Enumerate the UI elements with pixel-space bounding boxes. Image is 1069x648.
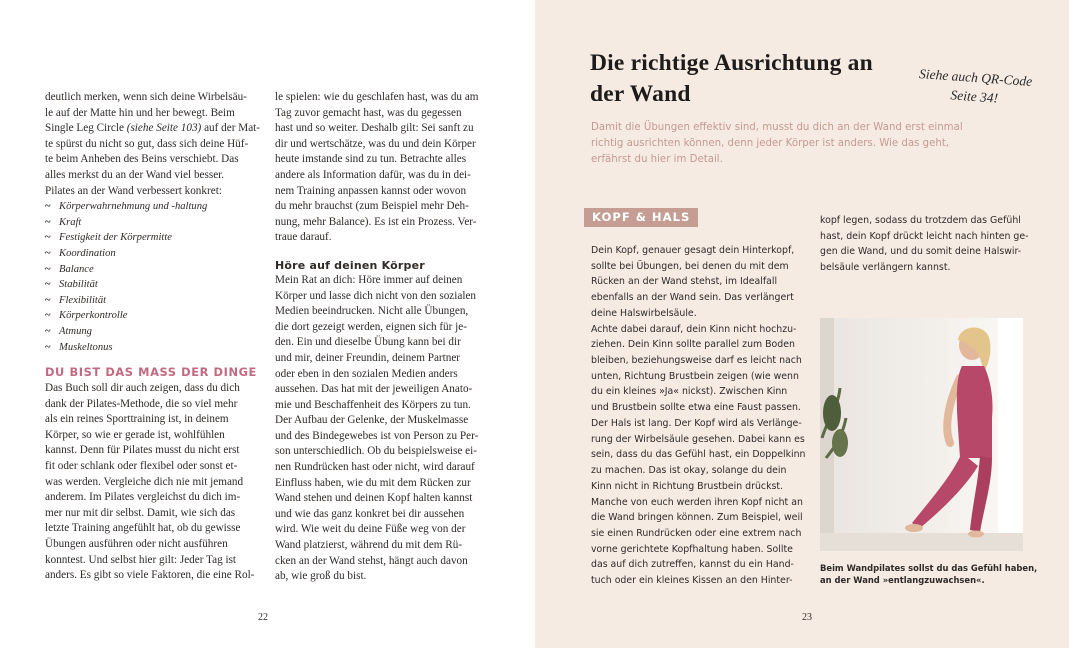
list-item xyxy=(45,215,250,231)
text-line: mer nur mit dir selbst. Damit, wie sich das xyxy=(45,506,236,519)
intro-text xyxy=(591,120,961,167)
list-item-label: Balance xyxy=(59,263,94,275)
text-line: und wie das ganz konkret bei dir aussehen xyxy=(275,507,465,520)
text-line: und Brustbein sollte etwa eine Faust passen. xyxy=(591,402,801,414)
text-line: das auf dich zutreffen, kannst du ein Hand- xyxy=(591,559,794,571)
text-line: Übungen ausführen oder nicht ausführen xyxy=(45,538,228,551)
text-line: bleiben, beziehungsweise darf es leicht nach xyxy=(591,355,802,367)
list-marker: ~ xyxy=(45,325,51,337)
text-line: le auf der Matte hin und her bewegt. Beim xyxy=(45,106,235,119)
text-line: ebenfalls an der Wand sein. Das verlängert xyxy=(591,292,794,304)
text-line: aussehen. Das hat mit der jeweiligen Anato- xyxy=(275,383,473,396)
text-line: und mir, deiner Freundin, deinem Partner xyxy=(275,351,461,364)
text-line: dir und wertschätze, was du und dein Körper xyxy=(275,137,476,150)
right-column-2 xyxy=(820,213,1035,276)
list-marker: ~ xyxy=(45,263,51,275)
list-item xyxy=(45,199,250,215)
subheading-paragraph xyxy=(275,273,480,585)
text-line: wird. Wie weit du deine Füße weg von der xyxy=(275,523,466,536)
text-line: und des Bindegewebes ist von Person zu Per- xyxy=(275,429,479,442)
text-line: tuch oder ein kleines Kissen an den Hinter- xyxy=(591,575,793,587)
text-line: ziehen. Dein Kinn sollte parallel zum Boden xyxy=(591,339,795,351)
text-line: an der Wand »entlangzuwachsen«. xyxy=(820,575,985,585)
text-line: die dort gezeigt werden, eignen sich für je- xyxy=(275,320,467,333)
right-column-1 xyxy=(591,243,806,589)
list-marker: ~ xyxy=(45,201,51,213)
text-line: die Wand bringen können. Zum Beispiel, weil xyxy=(591,512,803,524)
text-line: te spürst du nicht so gut, dass sich deine Hüf- xyxy=(45,137,249,150)
list-item-label: Stabilität xyxy=(59,279,98,291)
text-line: Wand platzierst, während du mit dem Rü- xyxy=(275,539,463,552)
text-line: Der Aufbau der Gelenke, der Muskelmasse xyxy=(275,414,469,427)
list-marker: ~ xyxy=(45,216,51,228)
text-line: alles merkst du an der Wand viel besser. xyxy=(45,168,225,181)
text-line: hast und so weiter. Deshalb gilt: Sei sanft zu xyxy=(275,122,474,135)
text-line: hast, dein Kopf drückt leicht nach hinten ge- xyxy=(820,230,1029,242)
text-line: Rücken an der Wand stehst, im Idealfall xyxy=(591,276,778,288)
text-line: deine Halswirbelsäule. xyxy=(591,307,697,319)
text-line: fit oder schlank oder flexibel oder sonst et- xyxy=(45,460,238,473)
text-line: Achte dabei darauf, dein Kinn nicht hochzu- xyxy=(591,323,797,335)
text-line: kopf legen, sodass du trotzdem das Gefühl xyxy=(820,215,1021,226)
text-line: Single Leg Circle (siehe Seite 103) auf der Mat- xyxy=(45,122,260,135)
text-line: deutlich merken, wenn sich deine Wirbelsäu- xyxy=(45,91,247,103)
text-line: den. Ein und dieselbe Übung kann bei dir xyxy=(275,336,461,349)
text-line: gen die Wand, und du somit deine Halswir- xyxy=(820,246,1022,258)
text-line: was werden. Vergleiche dich nie mit jemand xyxy=(45,475,244,488)
text-line: Kinn nicht in Richtung Brustbein drückst. xyxy=(591,480,784,492)
text-line: Dein Kopf, genauer gesagt dein Hinterkopf, xyxy=(591,245,795,256)
page-title: Die richtige Ausrichtung an der Wand xyxy=(590,50,873,107)
list-marker: ~ xyxy=(45,294,51,306)
exercise-photo xyxy=(820,318,1023,551)
text-line: Körper, so wie er gerade ist, wohlfühlen xyxy=(45,428,225,441)
text-line: Pilates an der Wand verbessert konkret: xyxy=(45,184,222,197)
text-line: andere als Information dafür, was du in dei- xyxy=(275,168,471,181)
list-item xyxy=(45,324,250,340)
text-line: Das Buch soll dir auch zeigen, dass du dich xyxy=(45,382,240,395)
text-line: sein, dass du das Gefühl hast, ein Doppelkinn xyxy=(591,449,806,461)
list-item xyxy=(45,277,250,293)
subheading: Höre auf deinen Körper xyxy=(275,258,425,272)
text-line: dank der Pilates-Methode, die so viel mehr xyxy=(45,397,238,410)
text-line: oder eben in den sozialen Medien anders xyxy=(275,367,458,380)
list-item-label: Flexibilität xyxy=(59,294,107,306)
text-line: te beim Anheben des Beins verschiebt. Das xyxy=(45,153,239,166)
text-line: unten, Richtung Brustbein zeigen (wie wenn xyxy=(591,370,799,382)
text-line: Körper und lasse dich nicht von den sozialen xyxy=(275,289,477,302)
text-line: du ein kleines »Ja« nickst). Zwischen Kinn xyxy=(591,386,788,398)
benefits-list xyxy=(45,199,250,355)
section-heading: DU BIST DAS MASS DER DINGE xyxy=(45,365,257,380)
text-line: mie und Beschaffenheit des Körpers zu tun. xyxy=(275,398,471,411)
list-item xyxy=(45,262,250,278)
handwritten-note: Siehe auch QR-Code Seite 34! xyxy=(918,66,1033,106)
intro-paragraph xyxy=(45,90,260,199)
text-line: ab, wie groß du bist. xyxy=(275,570,367,583)
list-item-label: Kraft xyxy=(59,216,82,228)
text-line: kannst. Denn für Pilates musst du nicht erst xyxy=(45,444,240,457)
text-line: anders. Es gibt so viele Faktoren, die eine Rol- xyxy=(45,569,255,582)
left-column-2 xyxy=(275,90,480,585)
continuation-paragraph xyxy=(275,90,480,246)
text-line: belsäule verlängern kannst. xyxy=(820,262,951,274)
list-item xyxy=(45,230,250,246)
text-line: son unterschiedlich. Ob du beispielsweise ei- xyxy=(275,445,477,458)
text-line: sollte bei Übungen, bei denen du mit dem xyxy=(591,260,789,272)
list-marker: ~ xyxy=(45,279,51,291)
left-column-1 xyxy=(45,90,260,584)
text-line: erfährst du hier im Detail. xyxy=(591,153,723,165)
list-marker: ~ xyxy=(45,310,51,322)
text-line: nung, mehr Balance). Es ist ein Prozess. Ver- xyxy=(275,215,477,228)
section-paragraph xyxy=(45,381,255,584)
text-line: traue darauf. xyxy=(275,231,332,244)
list-item xyxy=(45,246,250,262)
list-item-label: Koordination xyxy=(59,247,116,259)
text-line: nen Rundrücken hast oder nicht, wird darauf xyxy=(275,461,475,474)
text-line: nem Training anpassen kannst oder wovon xyxy=(275,184,467,197)
text-line: letzte Training angefühlt hat, ob du gewisse xyxy=(45,522,241,535)
text-line: rung der Wirbelsäule gesehen. Dabei kann es xyxy=(591,433,805,445)
list-item-label: Körperwahrnehmung und -haltung xyxy=(59,201,208,213)
list-item-label: Körperkontrolle xyxy=(59,310,128,322)
list-item-label: Muskeltonus xyxy=(59,341,113,353)
list-marker: ~ xyxy=(45,341,51,353)
list-item-label: Festigkeit der Körpermitte xyxy=(59,232,172,244)
page-number-left: 22 xyxy=(258,612,268,623)
text-line: Tag zuvor gemacht hast, was du gegessen xyxy=(275,106,462,119)
list-item xyxy=(45,293,250,309)
text-line: Medien beeindrucken. Nicht alle Übungen, xyxy=(275,305,469,318)
list-marker: ~ xyxy=(45,232,51,244)
text-line: du mehr brauchst (zum Beispiel mehr Deh- xyxy=(275,200,469,213)
text-line: Manche von euch werden ihren Kopf nicht an xyxy=(591,496,803,508)
text-line: richtig ausrichten können, denn jeder Körper ist anders. Wie das geht, xyxy=(591,137,950,149)
list-item xyxy=(45,308,250,324)
text-line: anderem. Im Pilates vergleichst du dich im- xyxy=(45,491,241,504)
text-line: heute imstande sind zu tun. Betrachte alles xyxy=(275,153,467,166)
section-tag: KOPF & HALS xyxy=(584,208,698,227)
text-line: Mein Rat an dich: Höre immer auf deinen xyxy=(275,273,463,286)
text-line: le spielen: wie du geschlafen hast, was du am xyxy=(275,91,479,103)
text-line: sie einen Rundrücken oder eine extrem nach xyxy=(591,527,802,539)
text-line: Beim Wandpilates sollst du das Gefühl haben, xyxy=(820,563,1038,573)
text-line: zu machen. Das ist okay, solange du dein xyxy=(591,465,787,477)
text-line: als ein reines Sporttraining ist, in deinem xyxy=(45,413,229,426)
text-line: Damit die Übungen effektiv sind, musst du dich an der Wand erst einmal xyxy=(591,122,963,133)
text-line: Einfluss haben, wie du mit dem Rücken zur xyxy=(275,476,471,489)
text-line: Wand stehen und deinen Kopf halten kannst xyxy=(275,492,473,505)
page-number-right: 23 xyxy=(802,612,812,623)
text-line: konntest. Und selbst hier gilt: Jeder Tag ist xyxy=(45,553,237,566)
text-line: vorne gerichtete Kopfhaltung haben. Sollte xyxy=(591,543,793,555)
text-line: cken an der Wand stehst, hängt auch davon xyxy=(275,554,468,567)
woman-wall-exercise-illustration xyxy=(820,318,1023,551)
list-item-label: Atmung xyxy=(59,325,92,337)
photo-caption xyxy=(820,562,1038,586)
text-line: Der Hals ist lang. Der Kopf wird als Verlänge- xyxy=(591,417,802,429)
list-marker: ~ xyxy=(45,247,51,259)
list-item xyxy=(45,340,250,356)
